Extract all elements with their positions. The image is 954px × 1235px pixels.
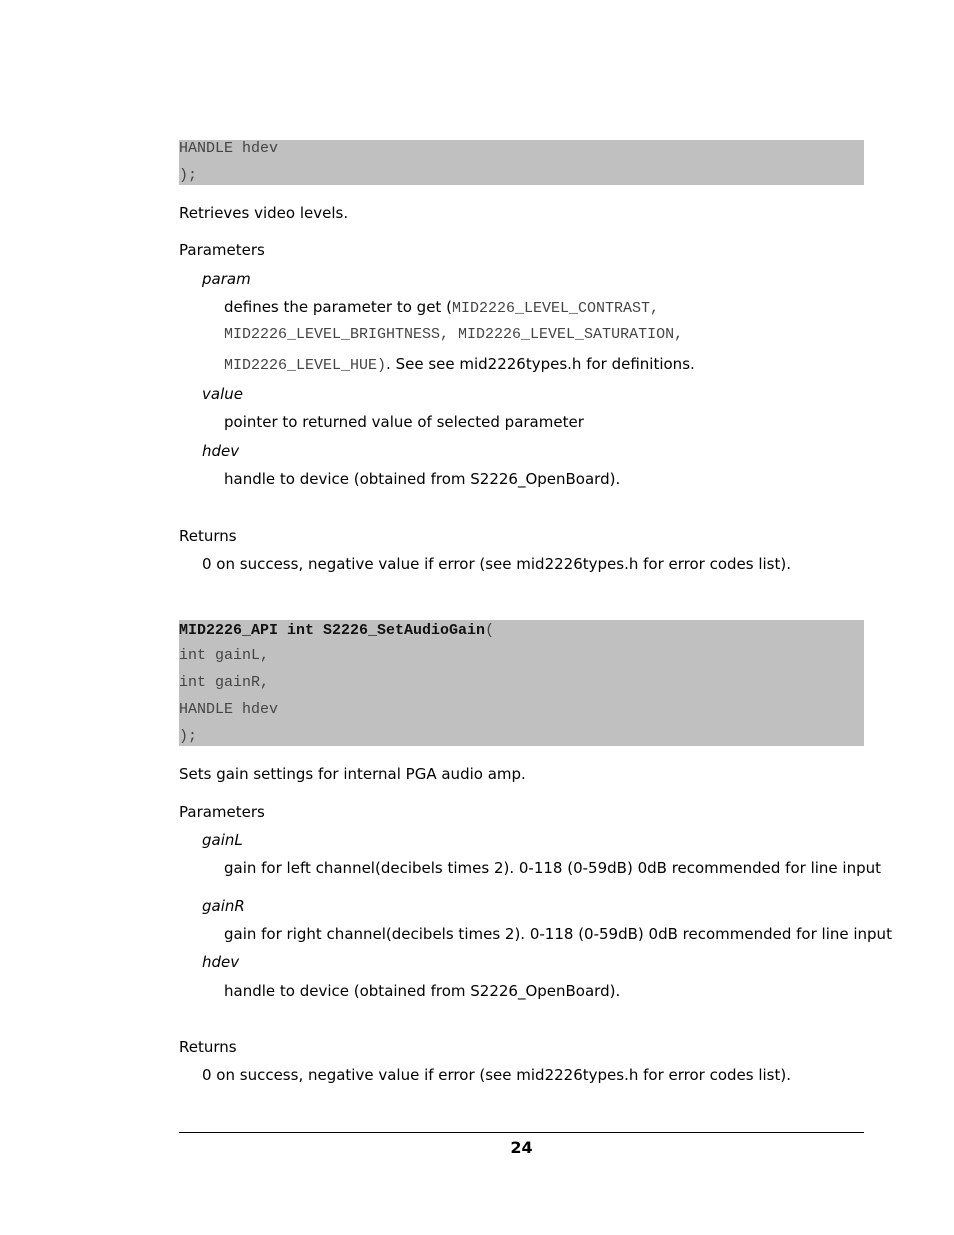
param-description: gain for right channel(decibels times 2). 0-118 (0-59dB) 0dB recommended for line input	[224, 925, 892, 943]
param-description: gain for left channel(decibels times 2). 0-118 (0-59dB) 0dB recommended for line input	[224, 859, 881, 877]
footer-rule	[179, 1132, 864, 1133]
param-name: gainL	[202, 831, 243, 849]
param-description-cont	[224, 355, 695, 374]
param-desc-code: MID2226_LEVEL_BRIGHTNESS, MID2226_LEVEL_SATURATION,	[224, 326, 684, 343]
code-line: );	[179, 728, 198, 745]
function-description: Retrieves video levels.	[179, 204, 349, 222]
param-description: handle to device (obtained from S2226_OpenBoard).	[224, 982, 621, 1000]
param-desc-text: . See see mid2226types.h for definitions.	[386, 355, 695, 373]
page-number: 24	[510, 1138, 533, 1157]
function-description: Sets gain settings for internal PGA audio amp.	[179, 765, 526, 783]
returns-heading: Returns	[179, 1038, 237, 1056]
param-desc-text: defines the parameter to get (	[224, 298, 452, 316]
param-description: handle to device (obtained from S2226_OpenBoard).	[224, 470, 621, 488]
param-name: gainR	[202, 897, 245, 915]
param-name: hdev	[202, 953, 240, 971]
code-line: int gainR,	[179, 674, 270, 691]
parameters-heading: Parameters	[179, 241, 265, 259]
signature-paren: (	[485, 622, 495, 639]
code-line: HANDLE hdev	[179, 701, 279, 718]
code-line: int gainL,	[179, 647, 270, 664]
code-block-get-levels	[179, 140, 864, 185]
param-desc-code: MID2226_LEVEL_HUE)	[224, 357, 387, 374]
returns-heading: Returns	[179, 527, 237, 545]
param-desc-code: MID2226_LEVEL_CONTRAST,	[451, 300, 659, 317]
param-name: hdev	[202, 442, 240, 460]
returns-text: 0 on success, negative value if error (see mid2226types.h for error codes list).	[202, 555, 791, 573]
code-line: HANDLE hdev	[179, 140, 279, 157]
function-signature	[179, 620, 494, 639]
param-name: value	[202, 385, 243, 403]
param-description: pointer to returned value of selected parameter	[224, 413, 584, 431]
param-description	[224, 298, 659, 317]
signature-text: MID2226_API int S2226_SetAudioGain	[179, 622, 486, 639]
code-line: );	[179, 167, 198, 184]
returns-text: 0 on success, negative value if error (see mid2226types.h for error codes list).	[202, 1066, 791, 1084]
parameters-heading: Parameters	[179, 803, 265, 821]
param-name: param	[202, 270, 251, 288]
